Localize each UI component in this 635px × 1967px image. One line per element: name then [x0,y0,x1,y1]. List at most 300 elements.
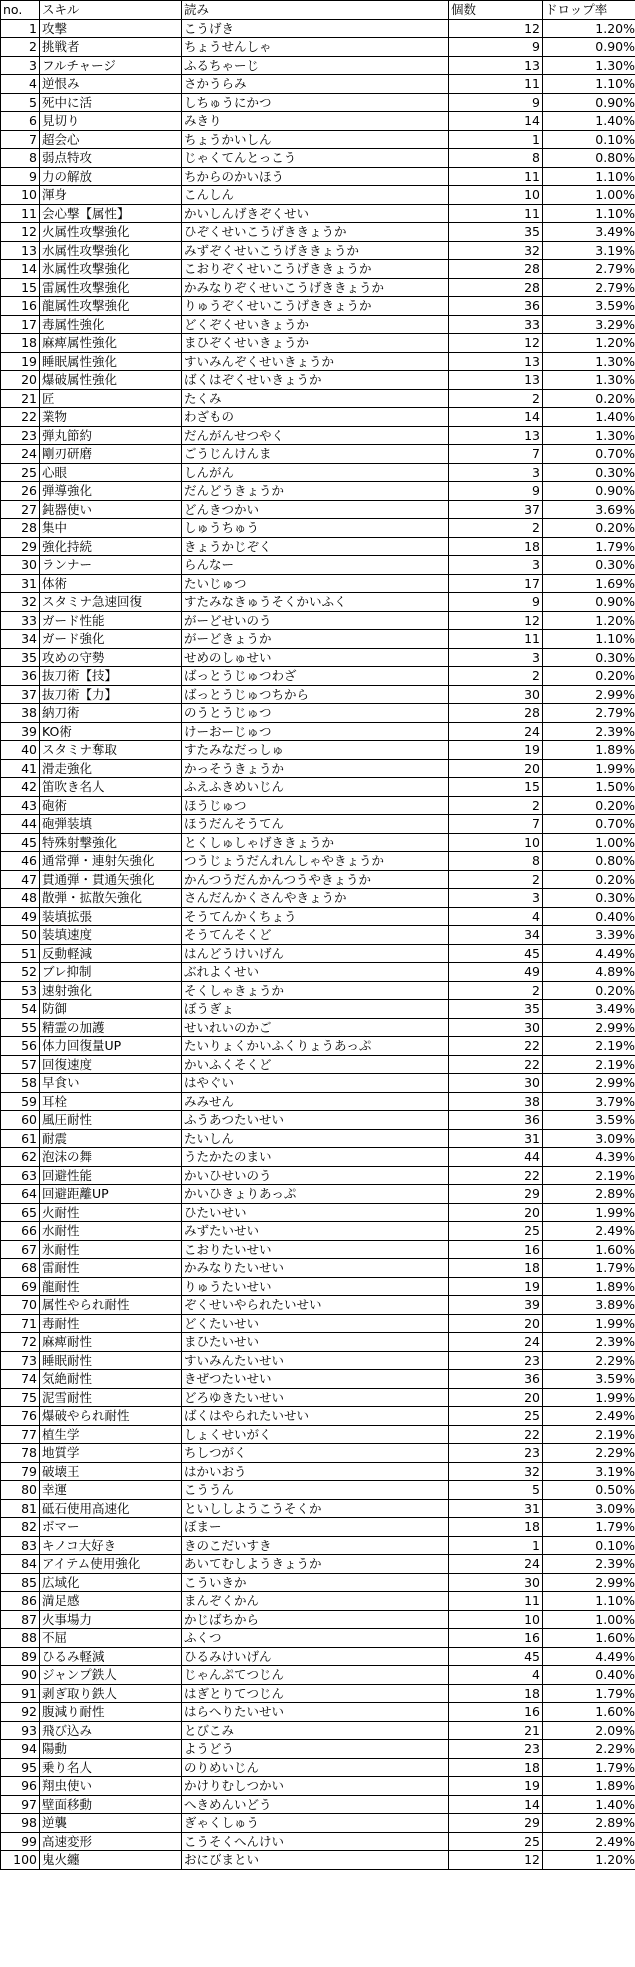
cell-count: 19 [449,741,543,760]
cell-skill: 通常弾・連射矢強化 [40,852,182,871]
cell-skill: 爆破属性強化 [40,371,182,390]
cell-skill: 防御 [40,1000,182,1019]
cell-count: 2 [449,519,543,538]
cell-no: 21 [1,389,40,408]
cell-skill: 抜刀術【技】 [40,667,182,686]
table-row [1,741,635,760]
cell-reading: こおりぞくせいこうげききょうか [182,260,449,279]
cell-no: 40 [1,741,40,760]
cell-no: 83 [1,1536,40,1555]
cell-skill: 毒属性強化 [40,315,182,334]
table-row [1,704,635,723]
table-row [1,1777,635,1796]
cell-drop-rate: 3.59% [543,1111,635,1130]
cell-count: 2 [449,667,543,686]
cell-skill: 鈍器使い [40,500,182,519]
cell-skill: 回復速度 [40,1055,182,1074]
cell-no: 11 [1,204,40,223]
cell-drop-rate: 3.49% [543,1000,635,1019]
table-row [1,1740,635,1759]
cell-reading: ぶれよくせい [182,963,449,982]
cell-count: 19 [449,1777,543,1796]
table-row [1,1518,635,1537]
cell-count: 18 [449,1259,543,1278]
cell-no: 73 [1,1351,40,1370]
cell-count: 24 [449,1333,543,1352]
cell-count: 33 [449,315,543,334]
cell-skill: 氷耐性 [40,1240,182,1259]
cell-reading: こんしん [182,186,449,205]
cell-reading: ちからのかいほう [182,167,449,186]
cell-reading: つうじょうだんれんしゃやきょうか [182,852,449,871]
table-row [1,926,635,945]
cell-drop-rate: 1.79% [543,1259,635,1278]
cell-drop-rate: 2.89% [543,1814,635,1833]
cell-no: 61 [1,1129,40,1148]
cell-count: 25 [449,1222,543,1241]
cell-no: 5 [1,93,40,112]
cell-count: 29 [449,1814,543,1833]
cell-skill: 力の解放 [40,167,182,186]
cell-reading: りゅうたいせい [182,1277,449,1296]
cell-count: 30 [449,1573,543,1592]
table-body [1,19,635,1869]
table-row [1,500,635,519]
cell-skill: 反動軽減 [40,944,182,963]
cell-skill: 見切り [40,112,182,131]
cell-no: 41 [1,759,40,778]
cell-reading: こういきか [182,1573,449,1592]
cell-reading: しちゅうにかつ [182,93,449,112]
cell-drop-rate: 0.90% [543,482,635,501]
cell-no: 20 [1,371,40,390]
cell-count: 24 [449,722,543,741]
cell-reading: ひぞくせいこうげききょうか [182,223,449,242]
table-row [1,833,635,852]
cell-count: 1 [449,130,543,149]
table-row [1,149,635,168]
cell-reading: まひぞくせいきょうか [182,334,449,353]
cell-count: 10 [449,833,543,852]
cell-reading: みみせん [182,1092,449,1111]
cell-no: 44 [1,815,40,834]
cell-reading: ばくはやられたいせい [182,1407,449,1426]
cell-reading: とくしゅしゃげききょうか [182,833,449,852]
cell-count: 38 [449,1092,543,1111]
cell-skill: 水属性攻撃強化 [40,241,182,260]
cell-skill: 龍属性攻撃強化 [40,297,182,316]
table-row [1,537,635,556]
table-row [1,1111,635,1130]
cell-reading: すたみなだっしゅ [182,741,449,760]
cell-count: 2 [449,389,543,408]
cell-reading: たいしん [182,1129,449,1148]
cell-drop-rate: 0.30% [543,556,635,575]
table-row [1,556,635,575]
cell-reading: といししようこうそくか [182,1499,449,1518]
cell-count: 22 [449,1425,543,1444]
cell-drop-rate: 3.39% [543,926,635,945]
cell-drop-rate: 0.20% [543,389,635,408]
cell-no: 45 [1,833,40,852]
cell-skill: 地質学 [40,1444,182,1463]
table-row [1,1259,635,1278]
table-row [1,1462,635,1481]
cell-no: 99 [1,1832,40,1851]
cell-count: 21 [449,1721,543,1740]
cell-skill: 砲術 [40,796,182,815]
table-row [1,38,635,57]
table-row [1,315,635,334]
cell-reading: みずたいせい [182,1222,449,1241]
cell-no: 76 [1,1407,40,1426]
cell-skill: 心眼 [40,463,182,482]
cell-count: 16 [449,1240,543,1259]
cell-reading: ごうじんけんま [182,445,449,464]
cell-drop-rate: 1.79% [543,1758,635,1777]
cell-no: 75 [1,1388,40,1407]
cell-reading: どろゆきたいせい [182,1388,449,1407]
cell-no: 69 [1,1277,40,1296]
cell-count: 5 [449,1481,543,1500]
cell-no: 95 [1,1758,40,1777]
table-row [1,1610,635,1629]
cell-no: 57 [1,1055,40,1074]
cell-no: 42 [1,778,40,797]
cell-count: 8 [449,149,543,168]
cell-count: 36 [449,1111,543,1130]
cell-skill: 龍耐性 [40,1277,182,1296]
cell-reading: たいじゅつ [182,574,449,593]
cell-skill: 泡沫の舞 [40,1148,182,1167]
table-row [1,574,635,593]
cell-skill: 壁面移動 [40,1795,182,1814]
cell-skill: ガード強化 [40,630,182,649]
cell-skill: キノコ大好き [40,1536,182,1555]
cell-count: 3 [449,889,543,908]
cell-no: 22 [1,408,40,427]
cell-skill: 体力回復量UP [40,1037,182,1056]
cell-count: 9 [449,482,543,501]
cell-count: 4 [449,907,543,926]
cell-skill: 回避性能 [40,1166,182,1185]
table-row [1,1573,635,1592]
cell-drop-rate: 0.90% [543,593,635,612]
table-row [1,19,635,38]
table-row [1,519,635,538]
cell-no: 96 [1,1777,40,1796]
cell-skill: 精霊の加護 [40,1018,182,1037]
cell-drop-rate: 1.20% [543,334,635,353]
cell-skill: 弱点特攻 [40,149,182,168]
cell-no: 84 [1,1555,40,1574]
table-row [1,426,635,445]
table-row [1,112,635,131]
cell-drop-rate: 2.99% [543,685,635,704]
table-row [1,685,635,704]
cell-no: 100 [1,1851,40,1870]
cell-skill: 広域化 [40,1573,182,1592]
cell-skill: ブレ抑制 [40,963,182,982]
cell-skill: 属性やられ耐性 [40,1296,182,1315]
cell-skill: 納刀術 [40,704,182,723]
cell-count: 7 [449,815,543,834]
cell-reading: うたかたのまい [182,1148,449,1167]
cell-no: 65 [1,1203,40,1222]
cell-drop-rate: 2.89% [543,1185,635,1204]
table-row [1,648,635,667]
cell-no: 37 [1,685,40,704]
cell-reading: ひるみけいげん [182,1647,449,1666]
cell-reading: ばくはぞくせいきょうか [182,371,449,390]
cell-no: 85 [1,1573,40,1592]
cell-reading: かいふくそくど [182,1055,449,1074]
cell-drop-rate: 1.10% [543,1592,635,1611]
cell-count: 23 [449,1444,543,1463]
cell-skill: 麻痺耐性 [40,1333,182,1352]
table-row [1,889,635,908]
cell-count: 18 [449,1518,543,1537]
table-row [1,223,635,242]
cell-drop-rate: 1.40% [543,408,635,427]
cell-drop-rate: 1.99% [543,1314,635,1333]
cell-no: 43 [1,796,40,815]
cell-skill: 逆襲 [40,1814,182,1833]
cell-skill: フルチャージ [40,56,182,75]
cell-skill: 飛び込み [40,1721,182,1740]
table-row [1,1055,635,1074]
cell-reading: そうてんそくど [182,926,449,945]
cell-no: 13 [1,241,40,260]
cell-drop-rate: 3.59% [543,297,635,316]
cell-count: 29 [449,1185,543,1204]
cell-no: 72 [1,1333,40,1352]
cell-skill: 攻撃 [40,19,182,38]
cell-skill: 貫通弾・貫通矢強化 [40,870,182,889]
cell-reading: みきり [182,112,449,131]
cell-reading: まひたいせい [182,1333,449,1352]
cell-reading: のうとうじゅつ [182,704,449,723]
cell-reading: はらへりたいせい [182,1703,449,1722]
cell-skill: 会心撃【属性】 [40,204,182,223]
cell-skill: 滑走強化 [40,759,182,778]
cell-skill: 高速変形 [40,1832,182,1851]
cell-count: 30 [449,685,543,704]
cell-drop-rate: 2.49% [543,1222,635,1241]
cell-drop-rate: 1.10% [543,75,635,94]
cell-reading: かみなりたいせい [182,1259,449,1278]
cell-reading: ほうじゅつ [182,796,449,815]
cell-drop-rate: 1.89% [543,741,635,760]
cell-no: 16 [1,297,40,316]
table-row [1,1536,635,1555]
cell-skill: 破壊王 [40,1462,182,1481]
cell-drop-rate: 1.89% [543,1277,635,1296]
cell-skill: 砲弾装填 [40,815,182,834]
cell-drop-rate: 2.79% [543,278,635,297]
cell-reading: すいみんぞくせいきょうか [182,352,449,371]
cell-skill: 超会心 [40,130,182,149]
cell-drop-rate: 0.70% [543,445,635,464]
cell-no: 91 [1,1684,40,1703]
cell-drop-rate: 1.10% [543,167,635,186]
header-skill: スキル [40,1,182,20]
table-row [1,1203,635,1222]
cell-no: 88 [1,1629,40,1648]
cell-skill: 剥ぎ取り鉄人 [40,1684,182,1703]
cell-count: 32 [449,241,543,260]
cell-count: 49 [449,963,543,982]
table-row [1,1703,635,1722]
cell-skill: 装填拡張 [40,907,182,926]
cell-count: 3 [449,463,543,482]
cell-skill: 速射強化 [40,981,182,1000]
table-row [1,1240,635,1259]
cell-skill: 幸運 [40,1481,182,1500]
cell-reading: あいてむしようきょうか [182,1555,449,1574]
cell-count: 20 [449,1314,543,1333]
cell-drop-rate: 1.79% [543,1518,635,1537]
cell-no: 97 [1,1795,40,1814]
header-drop-rate: ドロップ率 [543,1,635,20]
cell-drop-rate: 1.40% [543,112,635,131]
cell-skill: 気絶耐性 [40,1370,182,1389]
cell-reading: はぎとりてつじん [182,1684,449,1703]
table-row [1,611,635,630]
cell-skill: 剛刃研磨 [40,445,182,464]
cell-count: 16 [449,1629,543,1648]
cell-no: 54 [1,1000,40,1019]
cell-no: 89 [1,1647,40,1666]
cell-no: 23 [1,426,40,445]
cell-count: 36 [449,1370,543,1389]
cell-skill: 雷属性攻撃強化 [40,278,182,297]
table-row [1,1758,635,1777]
table-row [1,1018,635,1037]
table-row [1,1629,635,1648]
cell-no: 1 [1,19,40,38]
cell-no: 32 [1,593,40,612]
cell-skill: アイテム使用強化 [40,1555,182,1574]
cell-count: 16 [449,1703,543,1722]
table-row [1,1074,635,1093]
cell-reading: ちょうかいしん [182,130,449,149]
cell-reading: ふるちゃーじ [182,56,449,75]
cell-skill: 睡眠属性強化 [40,352,182,371]
cell-no: 52 [1,963,40,982]
cell-no: 82 [1,1518,40,1537]
cell-no: 92 [1,1703,40,1722]
table-row [1,778,635,797]
table-row [1,1314,635,1333]
cell-reading: こううん [182,1481,449,1500]
cell-drop-rate: 2.29% [543,1740,635,1759]
cell-no: 63 [1,1166,40,1185]
cell-drop-rate: 2.99% [543,1573,635,1592]
cell-skill: 雷耐性 [40,1259,182,1278]
cell-no: 59 [1,1092,40,1111]
cell-no: 33 [1,611,40,630]
cell-reading: かじばちから [182,1610,449,1629]
cell-skill: 翔虫使い [40,1777,182,1796]
cell-reading: こうげき [182,19,449,38]
cell-count: 18 [449,1684,543,1703]
cell-no: 81 [1,1499,40,1518]
cell-drop-rate: 0.20% [543,870,635,889]
cell-skill: 水耐性 [40,1222,182,1241]
cell-count: 8 [449,852,543,871]
cell-count: 11 [449,1592,543,1611]
cell-reading: ぎゃくしゅう [182,1814,449,1833]
table-row [1,241,635,260]
cell-skill: 体術 [40,574,182,593]
table-row [1,1185,635,1204]
cell-skill: 業物 [40,408,182,427]
cell-drop-rate: 1.79% [543,1684,635,1703]
cell-no: 64 [1,1185,40,1204]
cell-count: 34 [449,926,543,945]
cell-drop-rate: 1.30% [543,426,635,445]
cell-skill: 集中 [40,519,182,538]
cell-drop-rate: 0.20% [543,519,635,538]
cell-count: 12 [449,19,543,38]
cell-skill: 弾丸節約 [40,426,182,445]
cell-reading: はやぐい [182,1074,449,1093]
cell-no: 48 [1,889,40,908]
cell-skill: スタミナ奪取 [40,741,182,760]
cell-reading: きぜつたいせい [182,1370,449,1389]
cell-no: 66 [1,1222,40,1241]
cell-drop-rate: 2.19% [543,1425,635,1444]
cell-reading: だんどうきょうか [182,482,449,501]
cell-count: 32 [449,1462,543,1481]
cell-no: 71 [1,1314,40,1333]
cell-drop-rate: 1.79% [543,537,635,556]
cell-no: 58 [1,1074,40,1093]
cell-count: 14 [449,1795,543,1814]
cell-reading: ぼうぎょ [182,1000,449,1019]
header-reading: 読み [182,1,449,20]
cell-no: 56 [1,1037,40,1056]
cell-skill: 腹減り耐性 [40,1703,182,1722]
cell-count: 4 [449,1666,543,1685]
cell-skill: 死中に活 [40,93,182,112]
cell-skill: 回避距離UP [40,1185,182,1204]
cell-skill: 陽動 [40,1740,182,1759]
cell-no: 4 [1,75,40,94]
cell-skill: 氷属性攻撃強化 [40,260,182,279]
cell-drop-rate: 2.29% [543,1351,635,1370]
table-row [1,1407,635,1426]
cell-count: 11 [449,630,543,649]
cell-count: 22 [449,1055,543,1074]
cell-count: 22 [449,1166,543,1185]
cell-no: 28 [1,519,40,538]
cell-reading: ちょうせんしゃ [182,38,449,57]
table-row [1,1684,635,1703]
cell-reading: ふえふきめいじん [182,778,449,797]
cell-reading: しんがん [182,463,449,482]
cell-count: 28 [449,704,543,723]
table-row [1,722,635,741]
cell-count: 13 [449,56,543,75]
cell-reading: わざもの [182,408,449,427]
cell-skill: 砥石使用高速化 [40,1499,182,1518]
cell-no: 70 [1,1296,40,1315]
cell-reading: せいれいのかご [182,1018,449,1037]
cell-drop-rate: 0.50% [543,1481,635,1500]
cell-drop-rate: 2.39% [543,1555,635,1574]
